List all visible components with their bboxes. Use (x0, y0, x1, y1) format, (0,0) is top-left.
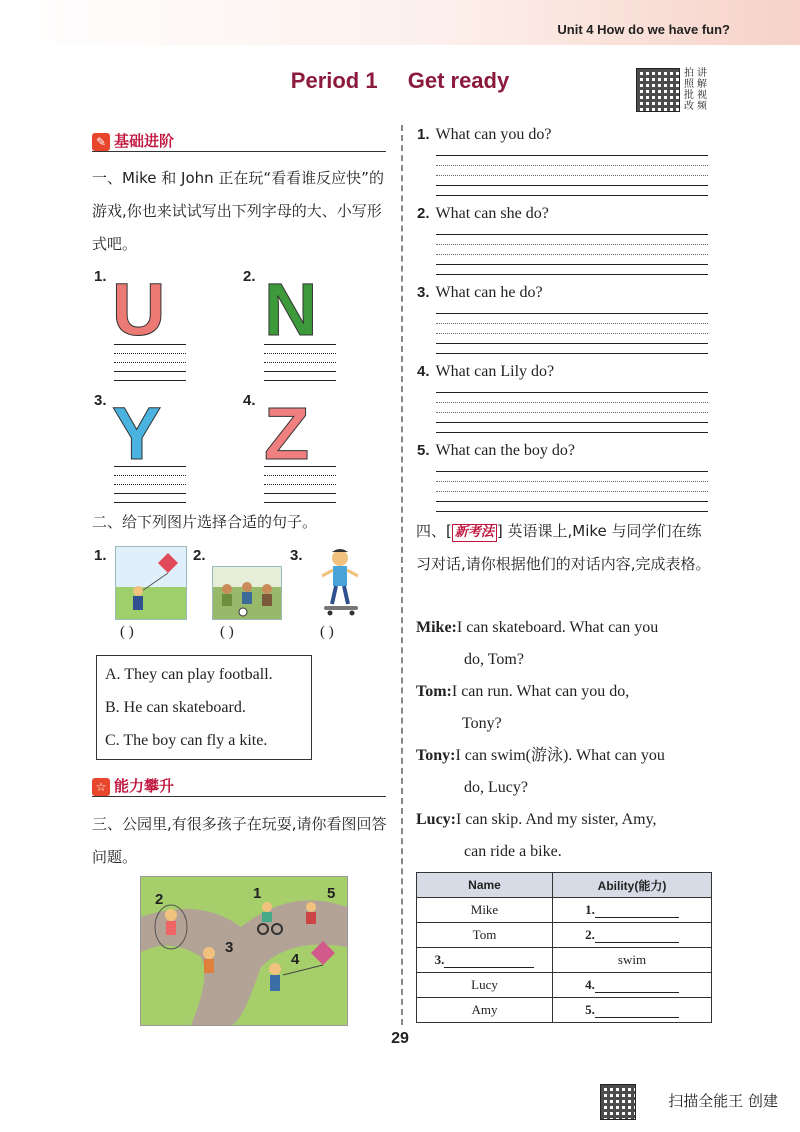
blank-1[interactable] (595, 905, 679, 918)
blank-3[interactable] (444, 955, 534, 968)
table-row: Mike 1. (417, 898, 712, 923)
write-lines-3[interactable] (114, 458, 186, 503)
scene-number-3: 3 (225, 939, 234, 956)
answer-lines-3[interactable] (436, 304, 708, 354)
answer-lines-2[interactable] (436, 225, 708, 275)
option-c: C. The boy can fly a kite. (105, 732, 268, 749)
qr-caption-col2: 讲 解 视 频 (697, 68, 707, 112)
dialogue-mike: Mike:I can skateboard. What can you (416, 619, 659, 636)
question-4-intro: 四、[ 新考法 ] 英语课上,Mike 与同学们在练习对话,请你根据他们的对话内容,完成表格。 (416, 522, 711, 573)
new-method-tag: 新考法 (452, 524, 497, 542)
answer-paren-3[interactable]: ( ) (320, 624, 334, 640)
scene-number-4: 4 (291, 951, 300, 968)
qr-code[interactable] (636, 68, 680, 112)
answer-paren-1[interactable]: ( ) (120, 624, 134, 640)
letter-item-2 (243, 268, 256, 285)
kite-picture (115, 546, 187, 620)
football-illustration (213, 567, 281, 619)
ability-icon: ☆ (92, 778, 110, 796)
skateboard-illustration (318, 546, 362, 618)
options-box (96, 655, 312, 760)
letter-Z: Z (264, 392, 310, 475)
dialogue-tom: Tom:I can run. What can you do, (416, 683, 630, 700)
qr-caption-col1: 拍 照 批 改 (684, 68, 694, 112)
question-3: 3. What can he do? (417, 284, 543, 301)
letter-number: 4. (243, 392, 256, 409)
column-divider (401, 125, 403, 1025)
heading-underline (92, 151, 386, 152)
write-lines-4[interactable] (264, 458, 336, 503)
blank-5[interactable] (595, 1005, 679, 1018)
question-5: 5. What can the boy do? (417, 442, 576, 459)
answer-paren-2[interactable]: ( ) (220, 624, 234, 640)
pic-number-1: 1. (94, 547, 107, 564)
question-2-text: 二、给下列图片选择合适的句子。 (92, 513, 318, 531)
park-illustration (141, 877, 347, 1025)
table-row: Amy 5. (417, 998, 712, 1023)
question-2: 2. What can she do? (417, 205, 549, 222)
football-picture (212, 566, 282, 620)
heading-underline (92, 796, 386, 797)
table-row: Tom 2. (417, 923, 712, 948)
question-3-text: 三、公园里,有很多孩子在玩耍,请你看图回答问题。 (92, 815, 387, 866)
write-lines-1[interactable] (114, 336, 186, 381)
ability-table (416, 872, 712, 1023)
section-heading-ability: ☆ 能力攀升 (92, 775, 174, 796)
letter-U: U (112, 268, 166, 351)
pic-number-3: 3. (290, 547, 303, 564)
letter-item-4 (243, 392, 256, 409)
dialogue: Mike:I can skateboard. What can you do, Tom? Tom:I can run. What can you do, Tony? Tony:I can swim(游泳). What can you do, Lucy? Lucy:I can skip. And my sister, Amy, can ride a bike. (416, 612, 716, 868)
dialogue-tony: Tony:I can swim(游泳). What can you (416, 747, 665, 764)
option-b: B. He can skateboard. (105, 699, 246, 716)
scene-number-2: 2 (155, 891, 164, 908)
answer-lines-5[interactable] (436, 462, 708, 512)
skateboard-picture (318, 546, 362, 618)
question-4: 4. What can Lily do? (417, 363, 555, 380)
table-row: Lucy 4. (417, 973, 712, 998)
scene-number-1: 1 (253, 885, 262, 902)
dialogue-lucy: Lucy:I can skip. And my sister, Amy, (416, 811, 657, 828)
lesson-name: Get ready (407, 68, 510, 93)
page-title (0, 68, 800, 94)
page-number: 29 (391, 1030, 409, 1047)
pic-number-2: 2. (193, 547, 206, 564)
question-1-text: 一、Mike 和 John 正在玩“看看谁反应快”的游戏,你也来试试写出下列字母的大、小写形式吧。 (92, 169, 384, 253)
kite-illustration (116, 547, 186, 619)
table-row: 3. swim (417, 948, 712, 973)
watermark-text: 扫描全能王 创建 (668, 1092, 778, 1110)
letter-item-1 (94, 268, 107, 285)
blank-4[interactable] (595, 980, 679, 993)
letter-number: 2. (243, 268, 256, 285)
option-a: A. They can play football. (105, 666, 273, 683)
unit-title: Unit 4 How do we have fun? (557, 22, 730, 37)
letter-number: 3. (94, 392, 107, 409)
answer-lines-1[interactable] (436, 146, 708, 196)
park-scene (140, 876, 348, 1026)
answer-lines-4[interactable] (436, 383, 708, 433)
pencil-icon: ✎ (92, 133, 110, 151)
scene-number-5: 5 (327, 885, 336, 902)
period-label: Period 1 (290, 68, 378, 93)
table-header-name: Name (417, 873, 553, 898)
watermark-qr (600, 1084, 636, 1120)
section-heading-basic: ✎ 基础进阶 (92, 130, 174, 151)
write-lines-2[interactable] (264, 336, 336, 381)
letter-item-3 (94, 392, 107, 409)
question-1: 1. What can you do? (417, 126, 552, 143)
blank-2[interactable] (595, 930, 679, 943)
table-header-ability: Ability(能力) (553, 873, 712, 898)
letter-Y: Y (112, 392, 162, 475)
letter-N: N (264, 268, 318, 351)
letter-number: 1. (94, 268, 107, 285)
